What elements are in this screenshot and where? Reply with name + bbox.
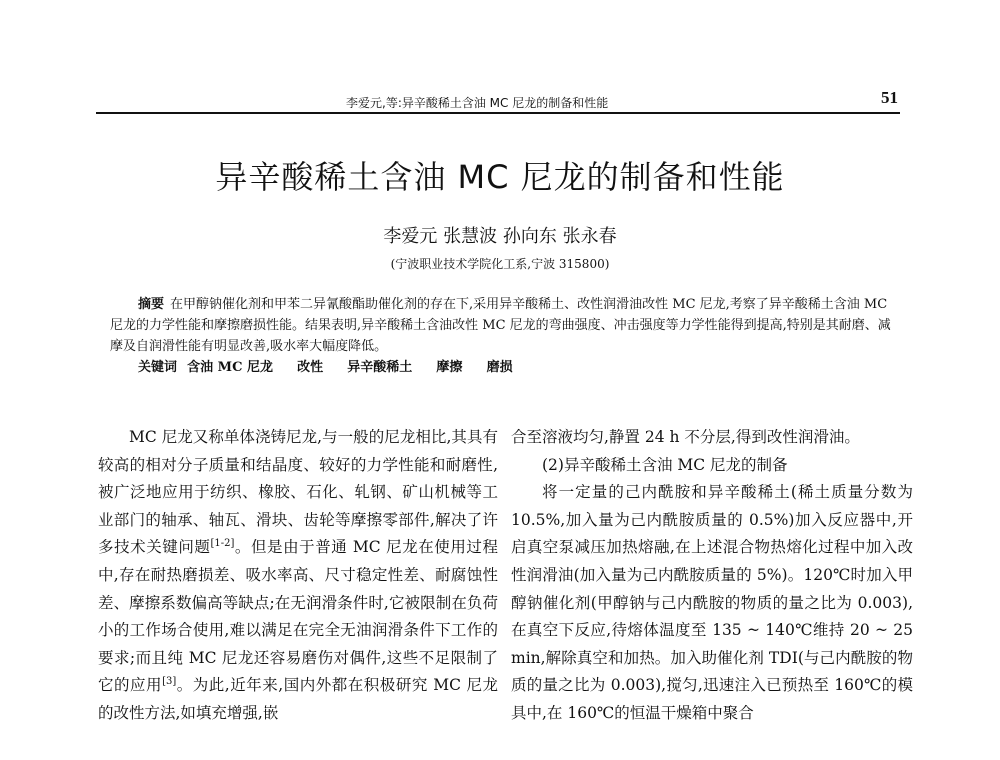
- abstract-text: 在甲醇钠催化剂和甲苯二异氰酸酯助催化剂的存在下,采用异辛酸稀土、改性润滑油改性 MC 尼龙,考察了异辛酸稀土含油 MC 尼龙的力学性能和摩擦磨损性能。结果表明,异辛酸稀土含油改性 MC 尼龙的弯曲强度、冲击强度等力学性能得到提高,特别是其耐磨、减摩及自润滑性能有明显改善,吸水率大幅度降低。: [110, 297, 891, 354]
- intro-text-part-2: 。但是由于普通 MC 尼龙在使用过程中,存在耐热磨损差、吸水率高、尺寸稳定性差、耐腐蚀性差、摩擦系数偏高等缺点;在无润滑条件时,它被限制在负荷小的工作场合使用,难以满足在完全无油润滑条件下工作的要求;而且纯 MC 尼龙还容易磨伤对偶件,这些不足限制了它的应用: [98, 538, 498, 695]
- keyword-item: 摩擦: [436, 360, 463, 375]
- keywords-label: 关键词: [138, 360, 178, 375]
- intro-paragraph: [98, 424, 498, 728]
- citation-ref-3: [3]: [162, 676, 177, 688]
- running-header: [96, 86, 900, 114]
- intro-text-part-1: MC 尼龙又称单体浇铸尼龙,与一般的尼龙相比,其具有较高的相对分子质量和结晶度、较好的力学性能和耐磨性,被广泛地应用于纺织、橡胶、石化、轧钢、矿山机械等工业部门的轴承、轴瓦、滑块、齿轮等摩擦零部件,解决了许多技术关键问题: [98, 428, 498, 557]
- intro-text-part-3: 。为此,近年来,国内外都在积极研究 MC 尼龙的改性方法,如填充增强,嵌: [98, 676, 498, 722]
- running-header-title: 李爱元,等:异辛酸稀土含油 MC 尼龙的制备和性能: [346, 96, 609, 110]
- author-affiliation: (宁波职业技术学院化工系,宁波 315800): [390, 257, 610, 271]
- keyword-item: 异辛酸稀土: [347, 360, 413, 375]
- abstract-paragraph: [110, 294, 900, 357]
- keyword-item: 含油 MC 尼龙: [187, 360, 273, 375]
- keyword-item: 改性: [297, 360, 324, 375]
- abstract-block: [110, 294, 900, 378]
- article-authors: 李爱元 张慧波 孙向东 张永春: [383, 226, 617, 247]
- page-number: 51: [881, 88, 898, 107]
- body-column-right: [511, 424, 913, 728]
- abstract-label: 摘要: [138, 297, 165, 312]
- section-heading: (2)异辛酸稀土含油 MC 尼龙的制备: [542, 455, 788, 474]
- method-paragraph: 将一定量的己内酰胺和异辛酸稀土(稀土质量分数为 10.5%,加入量为己内酰胺质量的 0.5%)加入反应器中,开启真空泵减压加热熔融,在上述混合物热熔化过程中加入改性润滑油(加入量为己内酰胺质量的 5%)。120℃时加入甲醇钠催化剂(甲醇钠与己内酰胺的物质的量之比为 0.003),在真空下反应,待熔体温度至 135 ~ 140℃维持 20 ~ 25 min,解除真空和加热。加入助催化剂 TDI(与己内酰胺的物质的量之比为 0.003),搅匀,迅速注入已预热至 160℃的模具中,在 160℃的恒温干燥箱中聚合: [511, 483, 913, 722]
- keywords-line: [110, 357, 900, 378]
- continued-paragraph: 合至溶液均匀,静置 24 h 不分层,得到改性润滑油。: [511, 428, 860, 446]
- article-title: 异辛酸稀土含油 MC 尼龙的制备和性能: [215, 158, 785, 196]
- body-column-left: [98, 424, 498, 728]
- citation-ref-1-2: [1-2]: [210, 538, 235, 550]
- keyword-item: 磨损: [486, 360, 513, 375]
